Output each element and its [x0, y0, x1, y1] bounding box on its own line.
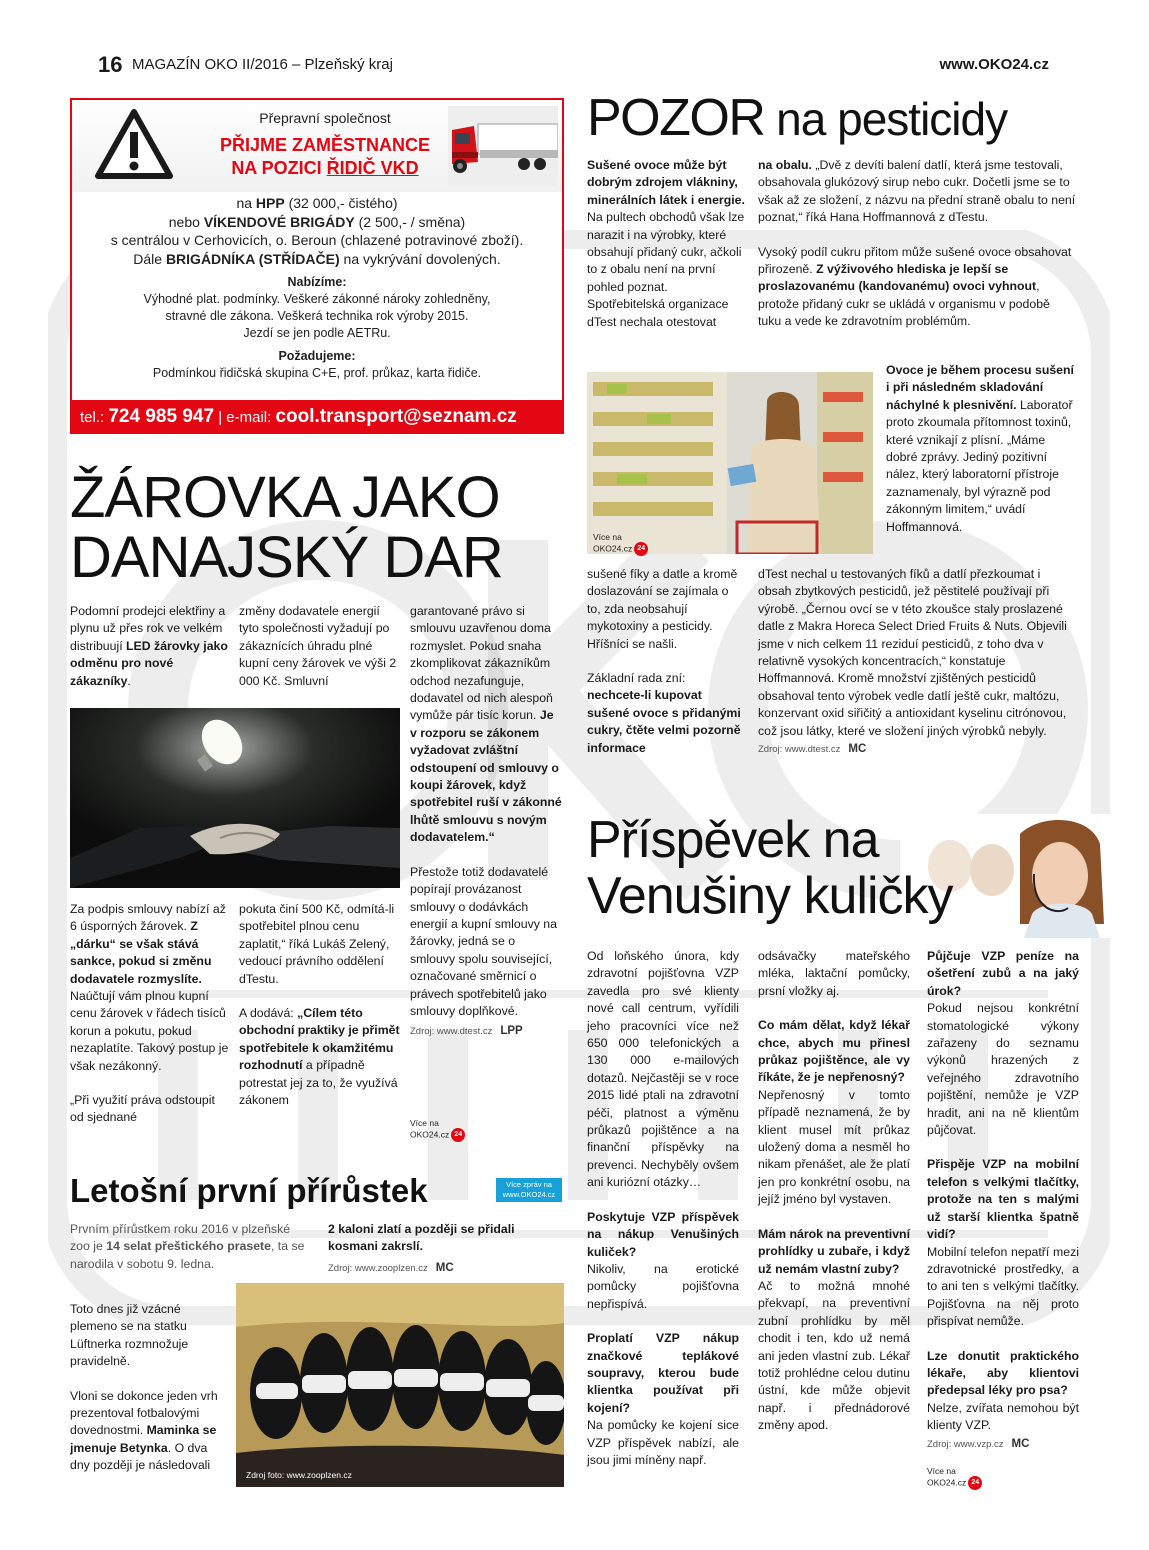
- ad-text: (2 500,- / směna): [354, 213, 466, 230]
- question-text: Mám nárok na preventivní prohlídky u zubaře, i když už nemám vlastní zuby?: [758, 1226, 910, 1276]
- oko24-logo-icon: 24: [634, 542, 648, 556]
- title-word: na pesticidy: [764, 93, 1008, 145]
- badge-text: Více na: [410, 1118, 439, 1128]
- author-signature: MC: [1011, 1437, 1030, 1450]
- body-text: dTest nechal u testovaných fíků a datlí přezkoumat i obsah zbytkových pesticidů, jež pěstitelé používají při výrobě. „Černou ovcí se v této zkoušce staly proslazené datle z Makra Horeca Select Dried Fruits & Nuts. Objevili jsme v nich celkem 11 reziduí pesticidů, z toho dva v relativně vysokých koncentracích,“ konstatuje Hoffmannová. Kromě množství zjištěných pesticidů obsahoval tento výrobek vedle datlí ještě cukr, maltózu, konzervant oxid siřičitý a antioxidant kyselinu citrónovou, což jsou látky, které ve složení jiných výrobků nebyly.: [758, 567, 1067, 738]
- title-line: Venušiny kuličky: [587, 867, 953, 925]
- badge-text: OKO24.cz: [593, 543, 633, 554]
- ad-line-hpp: [72, 194, 562, 213]
- ad-phone-number[interactable]: 724 985 947: [108, 406, 215, 427]
- oko24-more-badge[interactable]: [410, 1119, 465, 1142]
- body-text: Přestože totiž dodavatelé popírají provázanost smlouvy o dodávkách energií a kupní smlouvy na žárovky, jedná se o smlouvy spolu související, označované směrnicí o právech spotřebitelů jako smlouvy doplňkové.: [410, 864, 557, 1018]
- button-text: Více zpráv na: [506, 1180, 552, 1189]
- article-title-pozor: [587, 88, 1007, 148]
- pozor-col5: [758, 566, 1076, 758]
- ad-headline-line1: PŘIJME ZAMĚSTNANCE: [219, 135, 430, 155]
- warning-triangle-icon: [94, 108, 174, 180]
- body-text: sušené fíky a datle a kromě doslazování se zajímala o to, zda neobsahují mykotoxiny a pesticidy. Hříšníci se našli.: [587, 567, 738, 651]
- body-text: Za podpis smlouvy nabízí až 6 úsporných žárovek.: [70, 902, 226, 934]
- body-text-bold: na obalu.: [758, 158, 812, 172]
- body-text: Od loňského února, kdy zdravotní pojišťovna VZP zavedla pro své klienty nové call centrum, vyřídili jeho pracovníci více než 650 000 telefonických a 130 000 e-mailových dotazů. Nejčastěji se v roce 2015 lidé ptali na zdravotní péči, platnost a výměnu průkazů pojištěnce a na finanční příspěvky na prevenci. Nechyběly ovšem ani kuriózní otázky…: [587, 949, 739, 1190]
- ad-contact-bar: [72, 400, 562, 434]
- answer-text: Mobilní telefon nepatří mezi zdravotnické prostředky, a to ani ten s velkými tlačítky. Pojišťovna na něj proto přispívat nemůže.: [927, 1244, 1079, 1329]
- ad-line-temp: [72, 250, 562, 269]
- ad-separator: |: [214, 409, 227, 426]
- body-text-bold: „Cílem této obchodní praktiky je přimět spotřebitele k okamžitému rozhodnutí: [239, 1006, 400, 1073]
- ad-company-label: Přepravní společnost: [259, 110, 391, 126]
- badge-text: OKO24.cz: [410, 1129, 450, 1140]
- answer-text: Nepřenosný v tomto případě neznamená, že by klient musel mít průkaz uložený doma a nesměl ho nikam přenášet, ale že platí jen pro konkrétní osobu, na jejíž jméno byl vystaven.: [758, 1087, 910, 1207]
- shopping-woman-photo: [587, 372, 873, 554]
- ad-requirements-line: Podmínkou řidičská skupina C+E, prof. průkaz, karta řidiče.: [152, 366, 482, 380]
- ad-text: (32 000,- čistého): [284, 195, 398, 211]
- body-text: pokuta činí 500 Kč, odmítá-li spotřebitel plnou cenu zaplatit,“ říká Lukáš Zelený, vedoucí právního oddělení dTestu.: [239, 902, 395, 986]
- title-word: POZOR: [587, 89, 765, 147]
- answer-text: Ač to možná mnohé překvapí, na preventivní zubní prohlídku by měl chodit i ten, kdo už nemá ani jeden vlastní zub. Lékař totiž prohlédne celou dutinu ústní, kde může objevit např. i přednádorové změny apod.: [758, 1278, 910, 1433]
- body-text: odsávačky mateřského mléka, laktační pomůcky, prsní vložky aj.: [758, 949, 910, 998]
- ad-text: na: [236, 195, 256, 211]
- question-text: Co mám dělat, když lékař chce, abych mu přinesl průkaz pojištěnce, ale vy říkáte, že je nepřenosný?: [758, 1018, 910, 1085]
- body-text-bold: LED žárovky jako odměnu pro nové zákazníky: [70, 638, 228, 688]
- magazine-issue: MAGAZÍN OKO II/2016 – Plzeňský kraj: [132, 56, 393, 73]
- question-text: Půjčuje VZP peníze na ošetření zubů a na jaký úrok?: [927, 949, 1079, 998]
- body-text-bold: Z výživového hlediska je lepší se proslazovanému (kandovanému) ovoci vyhnout: [758, 262, 1037, 294]
- author-signature: MC: [435, 1261, 454, 1274]
- pozor-col2: [758, 157, 1076, 331]
- ad-phone-label: tel.:: [80, 409, 109, 426]
- question-text: Lze donutit praktického lékaře, aby klientovi předepsal léky pro psa?: [927, 1348, 1079, 1398]
- body-text-bold: Ovoce je během procesu sušení i při následném skladování náchylné k plesnivění.: [886, 363, 1074, 412]
- body-text: a případně potrestat jej za to, že využívá zákonem: [239, 1058, 398, 1108]
- title-line: Příspěvek na: [587, 811, 879, 869]
- oko24-logo-icon: 24: [968, 1476, 982, 1490]
- prispevek-col1: [587, 948, 739, 1469]
- more-news-button[interactable]: [496, 1178, 562, 1202]
- body-text: „Dvě z devíti balení datlí, která jsme testovali, obsahovala glukózový sirup nebo cukr. Dočetli jsme se to však až ze složení, z názvu na přední straně obalu to není poznat,“ říká Hana Hoffmannová z dTestu.: [758, 158, 1076, 225]
- ad-offer-line: Jezdí se jen podle AETRu.: [243, 326, 391, 340]
- page-number: 16: [98, 52, 123, 77]
- ad-headline-position: ŘIDIČ VKD: [326, 158, 419, 178]
- job-advertisement: [70, 98, 564, 434]
- body-text: , ta se narodila v sobotu 9. ledna.: [70, 1239, 305, 1271]
- body-text: , protože přidaný cukr se ukládá v organismu v podobě tuku a vede ke zdravotním problémům.: [758, 279, 1050, 329]
- zarovka-col2-bottom: [239, 901, 403, 1109]
- body-text: Podomní prodejci elektřiny a plynu už přes rok ve velkém distribuují: [70, 604, 226, 653]
- body-text: změny dodavatele energií tyto společnosti vyžadují po zákaznících úhradu plné kupní ceny žárovek ve výši 2 000 Kč. Smluvní: [239, 604, 397, 688]
- body-text: .: [127, 673, 131, 688]
- article-title-prispevek: [587, 812, 953, 924]
- ad-text-bold: BRIGÁDNÍKA (STŘÍDAČE): [165, 250, 340, 267]
- body-text: Vysoký podíl cukru přitom může sušené ovoce obsahovat přirozeně.: [758, 244, 1072, 277]
- ad-text: Dále: [133, 250, 166, 267]
- body-text-bold: Maminka se jmenuje Betynka: [70, 1423, 217, 1455]
- ad-email-label: e-mail:: [226, 409, 276, 426]
- body-text: „Při využití práva odstoupit od sjednané: [70, 1093, 215, 1125]
- answer-text: Na pomůcky ke kojení sice VZP příspěvek nabízí, ale jsou jimi míněny např.: [587, 1418, 739, 1467]
- zarovka-col3: [410, 603, 562, 1041]
- oko24-more-badge[interactable]: [927, 1467, 982, 1490]
- ad-offer-title: Nabízíme:: [287, 275, 347, 289]
- body-text: Naúčtují vám plnou kupní cenu žárovek v řádech tisíců korun a pokutu, pokud nezaplatíte. Takový postup je však nezákonný.: [70, 989, 229, 1073]
- website-link[interactable]: www.OKO24.cz: [939, 56, 1049, 73]
- body-text: Laboratoř proto zkoumala přítomnost toxinů, které vznikají z plísní. „Máme dobré zprávy. Jediný pozitivní nález, který laboratorní přístroje zaznamenaly, byl výrazně pod zákonným limitem,“ uvádí Hoffmannová.: [886, 397, 1073, 534]
- title-line: ŽÁROVKA JAKO: [70, 465, 500, 530]
- letosni-body: [70, 1301, 226, 1475]
- title-line: DANAJSKÝ DAR: [70, 525, 503, 590]
- ad-line-weekend: [72, 213, 562, 232]
- prispevek-col2: [758, 948, 910, 1435]
- oko24-more-badge[interactable]: [593, 533, 648, 556]
- pozor-col4: [587, 566, 745, 757]
- source-credit: Zdroj: www.zooplzen.cz: [328, 1262, 428, 1274]
- body-text: garantované právo si smlouvu uzavřenou doma rozmyslet. Pokud snaha zkomplikovat zákazníkům odchod nezafunguje, dodavatel od nich alespoň vymůže pár tisíc korun.: [410, 604, 553, 723]
- body-text: Na pultech obchodů však lze narazit i na výrobky, které obsahují přidaný cukr, ačkoli to z obalu není na první pohled poznat. Spotřebitelská organizace dTest nechala otestovat: [587, 210, 745, 329]
- author-signature: LPP: [500, 1025, 523, 1038]
- pozor-col1: [587, 157, 747, 331]
- question-text: Proplatí VZP nákup značkové teplákové soupravy, kterou bude klientka používat při kojení?: [587, 1331, 739, 1415]
- button-text: www.OKO24.cz: [502, 1190, 556, 1199]
- article-title-letosni: Letošní první přírůstek: [70, 1172, 428, 1209]
- author-signature: MC: [848, 743, 867, 756]
- body-text: . O dva dny později je následovali: [70, 1440, 211, 1473]
- prispevek-col3: [927, 948, 1079, 1453]
- photo-credit: Zdroj foto: www.zooplzen.cz: [246, 1470, 352, 1480]
- ad-text: nebo: [168, 213, 204, 230]
- ad-email-address[interactable]: cool.transport@seznam.cz: [275, 406, 517, 427]
- truck-image: [448, 106, 558, 186]
- body-text: Prvním přírůstkem roku 2016 v plzeňské zoo je: [70, 1222, 291, 1254]
- letosni-lead-right: [328, 1221, 564, 1277]
- badge-text: OKO24.cz: [927, 1477, 967, 1488]
- body-text-bold: Z „dárku“ se však stává sankce, pokud si změnu dodavatele rozmyslíte.: [70, 919, 212, 986]
- source-credit: Zdroj: www.vzp.cz: [927, 1438, 1004, 1450]
- ad-offer-line: stravné dle zákona. Veškerá technika rok výroby 2015.: [165, 309, 469, 323]
- ad-offer-line: Výhodné plat. podmínky. Veškeré zákonné nároky zohledněny,: [143, 292, 491, 306]
- ad-headline: [190, 134, 460, 180]
- badge-text: Více na: [927, 1466, 956, 1476]
- body-text-bold: Je v rozporu se zákonem vyžadovat zvláštní odstoupení od smlouvy o koupi žárovek, když spotřebitel ruší v zákonné lhůtě smlouvu s novým dodavatelem.“: [410, 708, 562, 845]
- question-text: Přispěje VZP na mobilní telefon s velkými tlačítky, protože na ten s malými už starší klientka špatně vidí?: [927, 1157, 1079, 1242]
- source-credit: Zdroj: www.dtest.cz: [410, 1026, 493, 1038]
- ad-headline-prefix: NA POZICI: [231, 158, 327, 178]
- badge-text: Více na: [593, 532, 622, 542]
- answer-text: Nikoliv, na erotické pomůcky pojišťovna nepřispívá.: [587, 1261, 739, 1311]
- handshake-bulb-photo: [70, 708, 400, 888]
- piglets-photo: [236, 1283, 564, 1487]
- body-text-bold: 14 selat přeštického prasete: [106, 1239, 271, 1254]
- ad-requirements-title: Požadujeme:: [278, 349, 356, 363]
- body-text-bold: 2 kaloni zlatí a později se přidali kosmani zakrslí.: [328, 1222, 515, 1254]
- ad-headline-line2: [190, 157, 460, 180]
- body-text: Vloni se dokonce jeden vrh prezentoval fotbalovými dovednostmi.: [70, 1388, 218, 1438]
- ad-text-bold: HPP: [255, 195, 285, 211]
- ad-text: na vykrývání dovolených.: [339, 250, 501, 267]
- body-text: Základní rada zní:: [587, 671, 686, 686]
- article-title-zarovka: [70, 465, 503, 590]
- pozor-col3: [886, 362, 1078, 536]
- body-text: Toto dnes již vzácné plemeno se na statku Lüftnerka rozmnožuje pravidelně.: [70, 1302, 189, 1369]
- ad-text-bold: VÍKENDOVÉ BRIGÁDY: [203, 213, 355, 230]
- body-text: A dodává:: [239, 1006, 298, 1021]
- body-text-bold: nechcete-li kupovat sušené ovoce s přidanými cukry, čtěte velmi pozorně informace: [587, 688, 741, 755]
- ad-body-text: [72, 194, 562, 382]
- body-text-bold: Sušené ovoce může být dobrým zdrojem vlákniny, minerálních látek i energie.: [587, 158, 745, 207]
- source-credit: Zdroj: www.dtest.cz: [758, 744, 841, 756]
- answer-text: Pokud nejsou konkrétní stomatologické výkony zařazeny do seznamu výkonů hrazených z veřejného zdravotního pojištění, nemůže je VZP hradit, ani na ně klientům půjčovat.: [927, 1001, 1079, 1138]
- answer-text: Nelze, zvířata nemohou být klienty VZP.: [927, 1400, 1079, 1433]
- ad-line-location: s centrálou v Cerhovicích, o. Beroun (chlazené potravinové zboží).: [110, 232, 524, 248]
- zarovka-col2-top: [239, 603, 401, 690]
- zarovka-col1-bottom: [70, 901, 230, 1127]
- letosni-lead: [70, 1221, 306, 1273]
- oko24-logo-icon: 24: [451, 1128, 465, 1142]
- question-text: Poskytuje VZP příspěvek na nákup Venušiných kuliček?: [587, 1209, 739, 1259]
- zarovka-col1-top: [70, 603, 228, 690]
